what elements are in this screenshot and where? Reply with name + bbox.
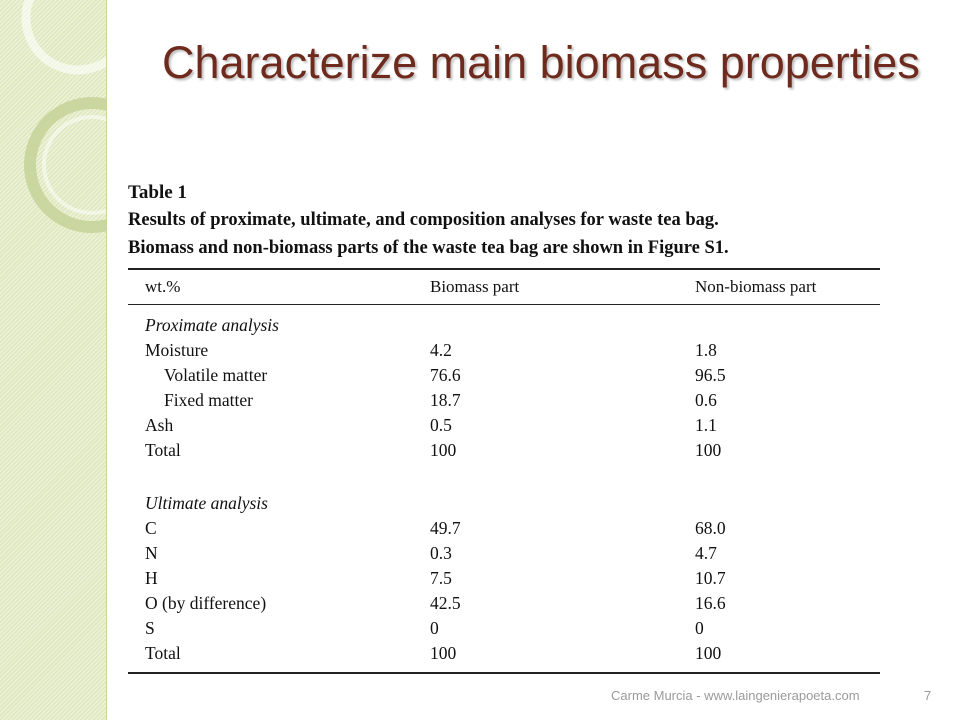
row-label: Total (145, 440, 181, 460)
non-biomass-value: 68.0 (695, 518, 726, 538)
row-label: N (145, 543, 158, 563)
non-biomass-value: 100 (695, 440, 722, 460)
biomass-value: 7.5 (430, 568, 452, 588)
table-caption-line1: Results of proximate, ultimate, and composition analyses for waste tea bag. (128, 210, 719, 230)
non-biomass-value: 96.5 (695, 365, 726, 385)
row-label: Moisture (145, 340, 209, 360)
biomass-value: 0.3 (430, 543, 452, 563)
table-row (128, 591, 880, 616)
table-header-row (128, 270, 880, 304)
table-bottom-rule (128, 672, 880, 674)
row-label: Total (145, 643, 181, 663)
table-label: Table 1 (128, 182, 187, 203)
biomass-value: 0 (430, 618, 439, 638)
table-row (128, 413, 880, 438)
row-label: Fixed matter (164, 390, 253, 410)
table-caption-line2: Biomass and non-biomass parts of the waste tea bag are shown in Figure S1. (128, 238, 729, 258)
row-label: Volatile matter (164, 365, 268, 385)
non-biomass-value: 10.7 (695, 568, 726, 588)
table-row (128, 438, 880, 463)
non-biomass-value: 1.8 (695, 340, 717, 360)
table-row (128, 363, 880, 388)
biomass-value: 18.7 (430, 390, 461, 410)
page-number: 7 (924, 688, 932, 703)
table-row (128, 641, 880, 666)
row-label: Ash (145, 415, 174, 435)
slide-title: Characterize main biomass properties (162, 37, 920, 88)
biomass-value: 42.5 (430, 593, 461, 613)
table-row (128, 388, 880, 413)
row-label: S (145, 618, 155, 638)
biomass-value: 4.2 (430, 340, 452, 360)
row-label: O (by difference) (145, 593, 267, 613)
section-heading-row (128, 313, 880, 338)
non-biomass-value: 4.7 (695, 543, 717, 563)
table-row (128, 566, 880, 591)
table-row (128, 616, 880, 641)
table-row (128, 516, 880, 541)
proximate-heading: Proximate analysis (145, 315, 279, 335)
non-biomass-value: 0.6 (695, 390, 717, 410)
biomass-value: 49.7 (430, 518, 461, 538)
biomass-value: 0.5 (430, 415, 452, 435)
non-biomass-value: 100 (695, 643, 722, 663)
slide-footer: Carme Murcia - www.laingenierapoeta.com (611, 688, 860, 703)
table-figure (128, 178, 880, 674)
section-heading-row (128, 491, 880, 516)
row-label: C (145, 518, 157, 538)
header-non-biomass: Non-biomass part (695, 277, 817, 296)
biomass-value: 100 (430, 643, 457, 663)
header-wt: wt.% (145, 277, 181, 296)
ultimate-heading: Ultimate analysis (145, 493, 268, 513)
non-biomass-value: 0 (695, 618, 704, 638)
decorative-side-band (0, 0, 107, 720)
header-biomass: Biomass part (430, 277, 520, 296)
table-row (128, 338, 880, 363)
biomass-value: 100 (430, 440, 457, 460)
non-biomass-value: 1.1 (695, 415, 717, 435)
biomass-value: 76.6 (430, 365, 461, 385)
decorative-circles (0, 0, 106, 720)
row-label: H (145, 568, 158, 588)
non-biomass-value: 16.6 (695, 593, 726, 613)
table-row (128, 541, 880, 566)
